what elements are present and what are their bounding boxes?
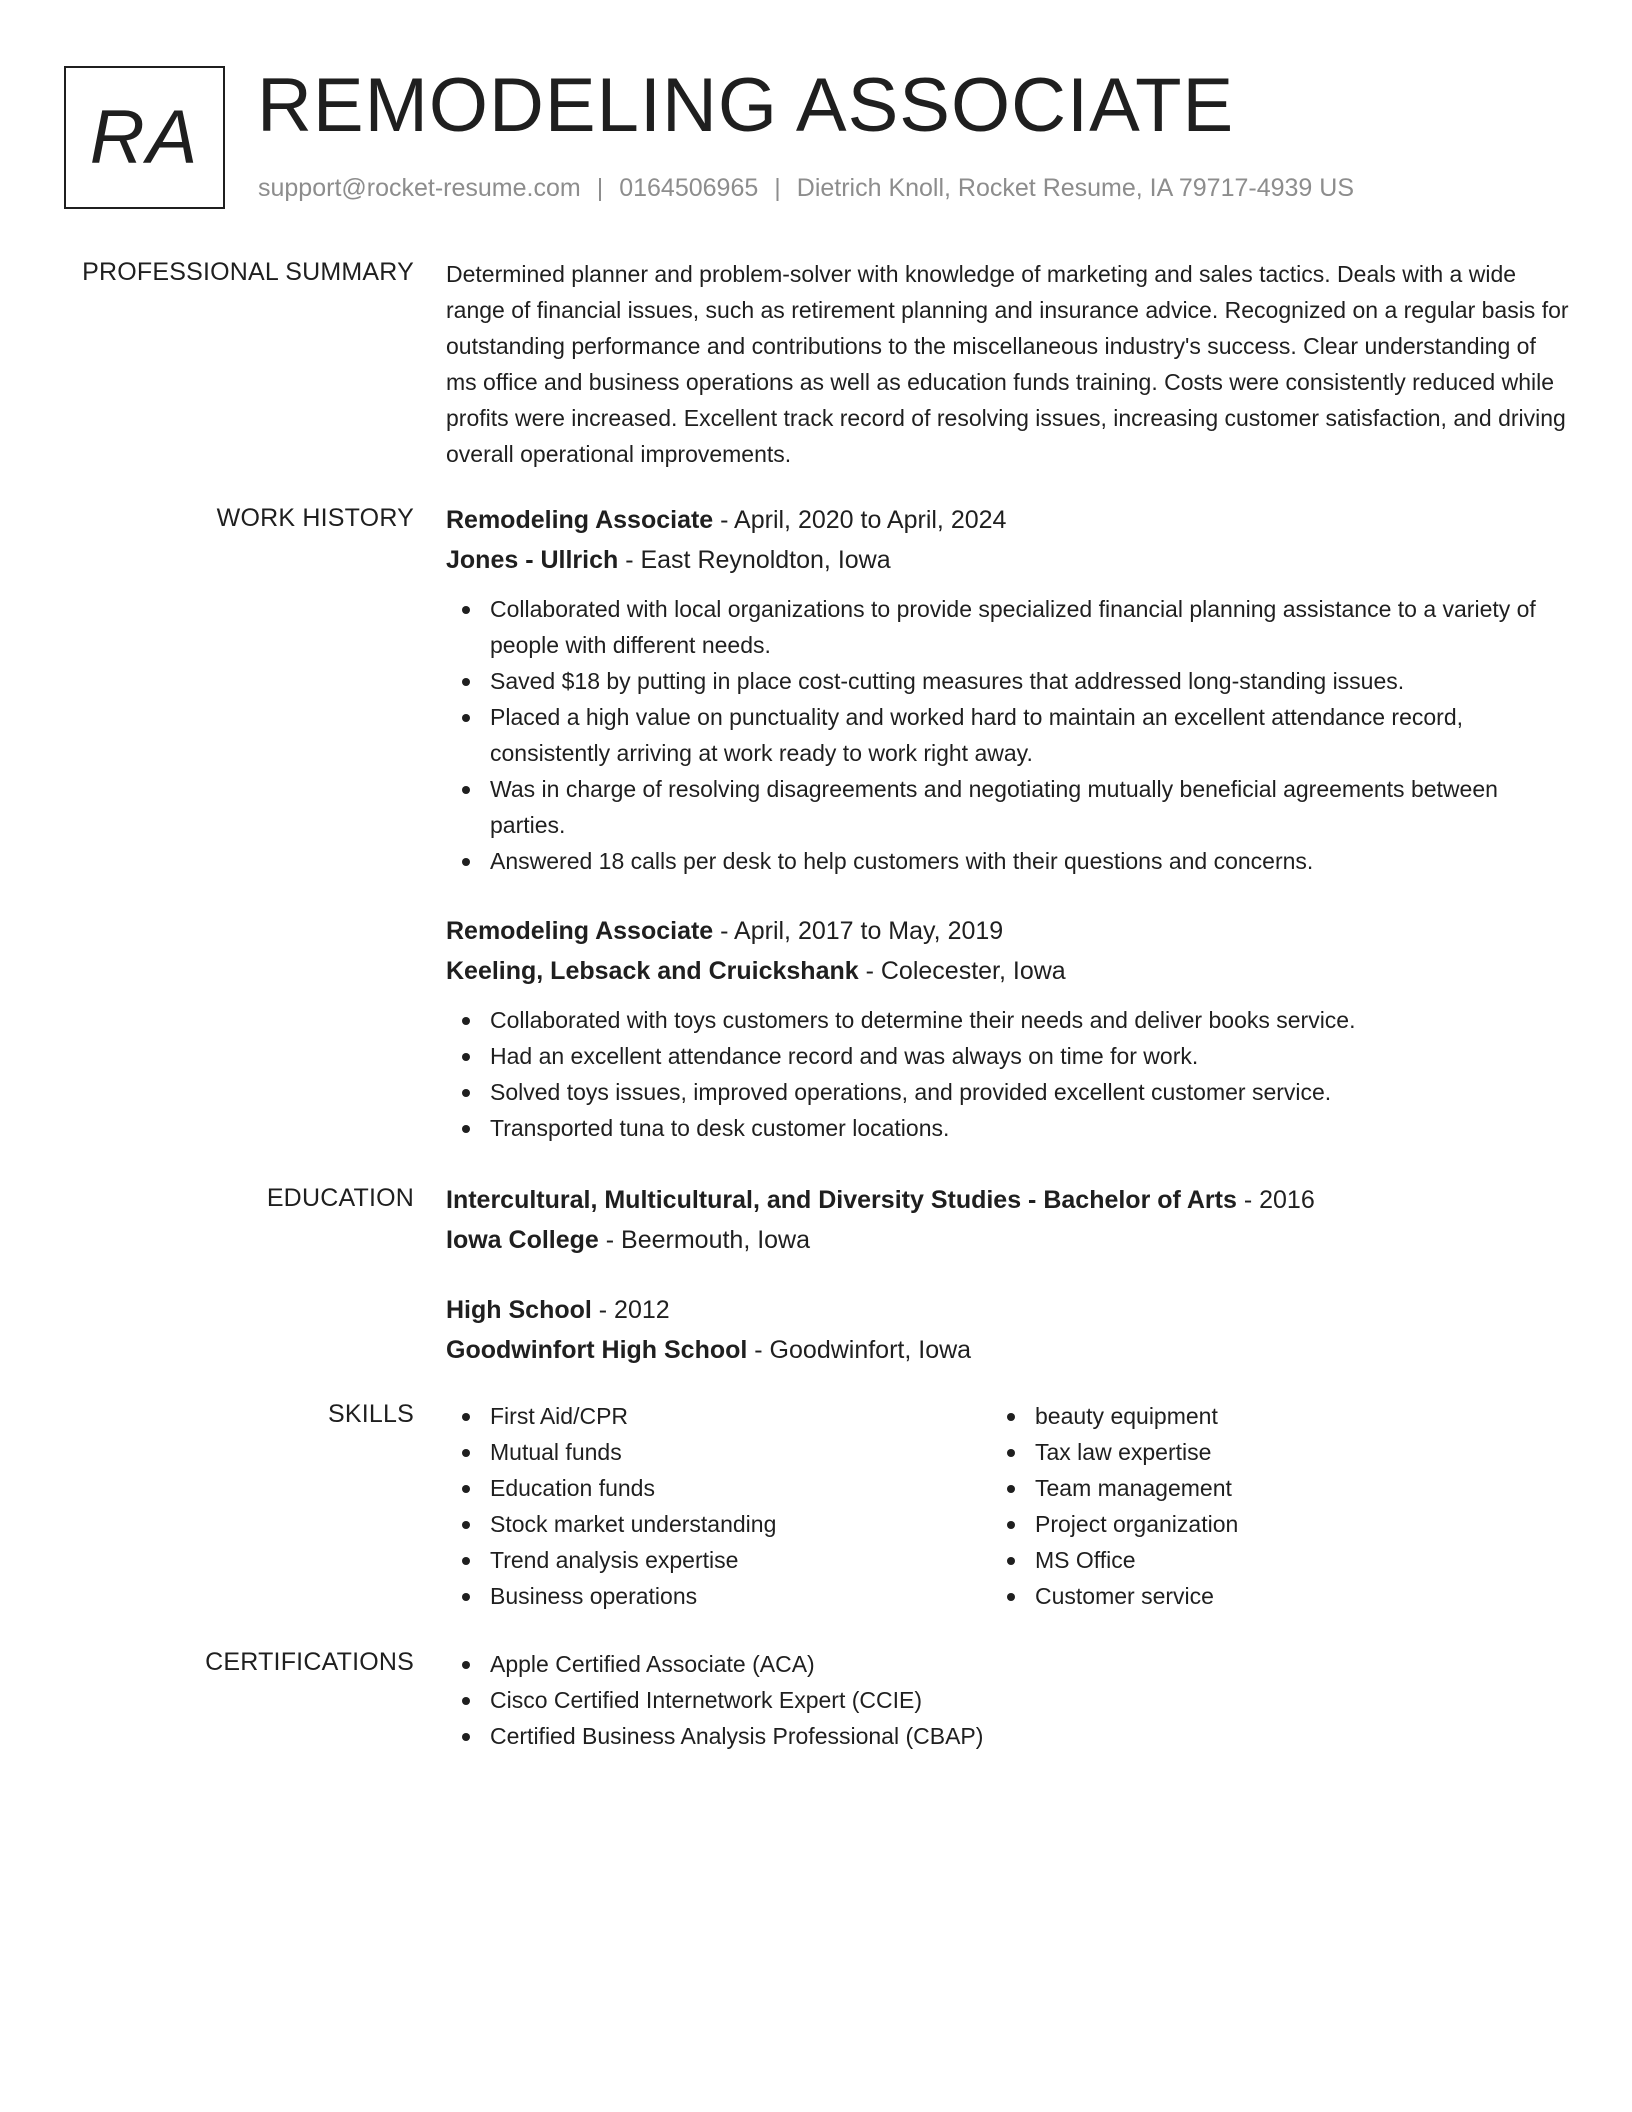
section-label-work-history: WORK HISTORY (216, 504, 414, 532)
list-item: Stock market understanding (446, 1506, 991, 1542)
job-title-line (446, 500, 1571, 540)
skills-column-left (446, 1398, 991, 1614)
education-body (446, 1180, 1571, 1402)
job-bullets (446, 591, 1571, 879)
skills-list-left (446, 1398, 991, 1614)
education-degree: Intercultural, Multicultural, and Diversity Studies - Bachelor of Arts (446, 1186, 1237, 1214)
contact-separator: | (596, 174, 604, 202)
list-item: Answered 18 calls per desk to help customers with their questions and concerns. (446, 843, 1571, 879)
monogram-logo: RA (64, 66, 225, 209)
list-item: beauty equipment (991, 1398, 1536, 1434)
list-item: Collaborated with local organizations to provide specialized financial planning assistance to a variety of people with different needs. (446, 591, 1571, 663)
education-year: - 2016 (1236, 1186, 1315, 1214)
job-location: - East Reynoldton, Iowa (618, 546, 891, 574)
job-location: - Colecester, Iowa (858, 957, 1066, 985)
job-entry (446, 911, 1571, 1146)
job-org-line (446, 540, 1571, 580)
education-entry (446, 1180, 1571, 1260)
list-item: MS Office (991, 1542, 1536, 1578)
list-item: Education funds (446, 1470, 991, 1506)
section-label-certifications: CERTIFICATIONS (205, 1648, 414, 1676)
summary-text: Determined planner and problem-solver with knowledge of marketing and sales tactics. Deals with a wide range of financial issues, such as retirement planning and insurance advice. Recognized on a regular basis for outstanding performance and contributions to the miscellaneous industry's success. Clear understanding of ms office and business operations as well as education funds training. Costs were consistently reduced while profits were increased. Excellent track record of resolving issues, increasing customer satisfaction, and driving overall operational improvements. (446, 261, 1569, 467)
education-location: - Beermouth, Iowa (598, 1226, 811, 1254)
contact-address: Dietrich Knoll, Rocket Resume, IA 79717-4939 US (796, 174, 1354, 202)
list-item: Saved $18 by putting in place cost-cutting measures that addressed long-standing issues. (446, 663, 1571, 699)
work-history-body (446, 500, 1571, 1178)
certifications-body (446, 1646, 1571, 1754)
list-item: First Aid/CPR (446, 1398, 991, 1434)
job-org-line (446, 951, 1571, 991)
job-company: Keeling, Lebsack and Cruickshank (446, 957, 859, 985)
certifications-list (446, 1646, 1571, 1754)
list-item: Business operations (446, 1578, 991, 1614)
education-location: - Goodwinfort, Iowa (747, 1336, 972, 1364)
list-item: Tax law expertise (991, 1434, 1536, 1470)
education-school: Goodwinfort High School (446, 1336, 748, 1364)
job-dates: - April, 2017 to May, 2019 (713, 917, 1004, 945)
education-degree-line (446, 1290, 1571, 1330)
candidate-title: REMODELING ASSOCIATE (257, 63, 1235, 148)
list-item: Had an excellent attendance record and was always on time for work. (446, 1038, 1571, 1074)
section-label-skills: SKILLS (328, 1400, 414, 1428)
list-item: Team management (991, 1470, 1536, 1506)
skills-list-right (991, 1398, 1536, 1614)
contact-separator: | (774, 174, 781, 202)
education-school-line (446, 1220, 1571, 1260)
resume-header (64, 63, 1584, 210)
education-degree: High School (446, 1296, 592, 1324)
education-degree-line (446, 1180, 1571, 1220)
section-label-summary: PROFESSIONAL SUMMARY (82, 258, 414, 286)
contact-phone: 0164506965 (619, 174, 759, 202)
job-bullets (446, 1002, 1571, 1146)
list-item: Collaborated with toys customers to determine their needs and deliver books service. (446, 1002, 1571, 1038)
list-item: Certified Business Analysis Professional (CBAP) (446, 1718, 1571, 1754)
job-company: Jones - Ullrich (446, 546, 619, 574)
list-item: Placed a high value on punctuality and worked hard to maintain an excellent attendance record, consistently arriving at work ready to work right away. (446, 699, 1571, 771)
job-title-line (446, 911, 1571, 951)
contact-line (258, 174, 1354, 203)
education-year: - 2012 (591, 1296, 670, 1324)
job-entry (446, 500, 1571, 879)
education-entry (446, 1290, 1571, 1370)
education-school: Iowa College (446, 1226, 599, 1254)
job-dates: - April, 2020 to April, 2024 (713, 506, 1007, 534)
list-item: Was in charge of resolving disagreements and negotiating mutually beneficial agreements between parties. (446, 771, 1571, 843)
contact-email: support@rocket-resume.com (258, 174, 581, 202)
list-item: Customer service (991, 1578, 1536, 1614)
skills-columns (446, 1398, 1571, 1614)
list-item: Cisco Certified Internetwork Expert (CCIE) (446, 1682, 1571, 1718)
list-item: Mutual funds (446, 1434, 991, 1470)
list-item: Project organization (991, 1506, 1536, 1542)
list-item: Apple Certified Associate (ACA) (446, 1646, 1571, 1682)
list-item: Trend analysis expertise (446, 1542, 991, 1578)
skills-column-right (991, 1398, 1536, 1614)
job-title: Remodeling Associate (446, 917, 714, 945)
section-label-education: EDUCATION (266, 1184, 414, 1212)
list-item: Transported tuna to desk customer locations. (446, 1110, 1571, 1146)
list-item: Solved toys issues, improved operations, and provided excellent customer service. (446, 1074, 1571, 1110)
skills-body (446, 1398, 1571, 1614)
job-title: Remodeling Associate (446, 506, 714, 534)
education-school-line (446, 1330, 1571, 1370)
